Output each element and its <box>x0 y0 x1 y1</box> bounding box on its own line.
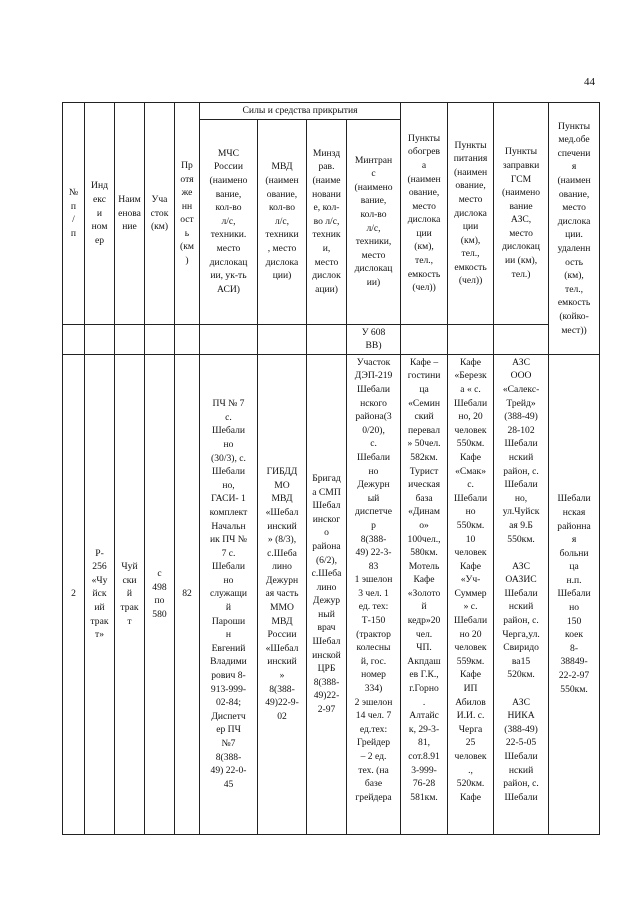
row-section: с 498 по 580 <box>145 354 175 834</box>
row-minzdrav: Бригад а СМП Шебал инског о района (6/2), с.Шеба лино Дежур ный врач Шебал инской ЦРБ 8(388- 49)22- 2-97 <box>307 354 347 834</box>
row-mchs: ПЧ № 7 с. Шебали но (30/3), с. Шебали но, ГАСИ- 1 комплект Начальн ик ПЧ № 7 с. Шебали но служащи й Пароши н Евгений Владими рович 8- 913-999- 02-84; Диспетч ер ПЧ №7 8(388- 49) 22-0- 45 <box>200 354 258 834</box>
header-section: Уча сток (км) <box>145 103 175 325</box>
header-fuel: Пункты заправки ГСМ (наимено вание АЗС, место дислокац ии (км), тел.) <box>494 103 549 325</box>
row-mvd: ГИБДД МО МВД «Шебал инский » (8/3), с.Шеба лино Дежурн ая часть ММО МВД России «Шебал инский » 8(388- 49)22-9- 02 <box>258 354 307 834</box>
header-group-row <box>63 103 640 120</box>
row-name: Чуй ски й трак т <box>115 354 145 834</box>
page-number: 44 <box>584 76 595 88</box>
cover-forces-table <box>62 102 640 835</box>
row-index: Р- 256 «Чу йск ий трак т» <box>85 354 115 834</box>
header-length: Пр отя же нн ост ь (км ) <box>175 103 200 325</box>
header-food: Пункты питания (наимен ование, место дислока ции (км), тел., емкость (чел)) <box>448 103 494 325</box>
header-minzdrav: Минзд рав. (наиме новани е, кол- во л/с, техник и, место дислок ации) <box>307 119 347 324</box>
header-mchs: МЧС России (наимено вание, кол-во л/с, техники. место дислокац ии, ук-ть АСИ) <box>200 119 258 324</box>
header-medical: Пункты мед.обе спечени я (наимен ование, место дислока ции. удаленн ость (км), тел., емкость (койко- мест)) <box>549 103 600 355</box>
row-length: 82 <box>175 354 200 834</box>
table-row <box>63 354 640 834</box>
row-food: Кафе «Березк а « с. Шебали но, 20 человек 550км. Кафе «Смак» с. Шебали но 550км. 10 человек Кафе «Уч- Суммер » с. Шебали но 20 человек 559км. Кафе ИП Абилов И.И. с. Черга 25 человек ., 520км. Кафе <box>448 354 494 834</box>
header-index: Инд екс и ном ер <box>85 103 115 325</box>
header-heating: Пункты обогрев а (наимен ование, место дислока ции (км), тел., емкость (чел)) <box>401 103 448 325</box>
header-forces-group: Силы и средства прикрытия <box>200 103 401 120</box>
row-fuel: АЗС ООО «Салекс- Трейд» (388-49) 28-102 Шебали нский район, с. Шебали но, ул.Чуйск ая 9.Б 550км. АЗС ОАЗИС Шебали нский район, с. Черга,ул. Свиридо ва15 520км. АЗС НИКА (388-49) 22-5-05 Шебали нский район, с. Шебали <box>494 354 549 834</box>
header-mvd: МВД (наимен ование, кол-во л/с, техники , место дислока ции) <box>258 119 307 324</box>
row-num: 2 <box>63 354 85 834</box>
header-name: Наим енова ние <box>115 103 145 325</box>
header-mintrans: Минтран с (наимено вание, кол-во л/с, техники, место дислокац ии) <box>347 119 401 324</box>
subnote-cell: У 608 ВВ) <box>347 324 401 354</box>
row-mintrans: Участок ДЭП-219 Шебали нского района(3 0/20), с. Шебали но Дежурн ый диспетче р 8(388- 49) 22-3- 83 1 эшелон 3 чел. 1 ед. тех: Т-150 (трактор колесны й, гос. номер 334) 2 эшелон 14 чел. 7 ед.тех: Грейдер – 2 ед. тех. (на базе грейдера <box>347 354 401 834</box>
row-medical: Шебали нская районна я больни ца н.п. Шебали но 150 коек 8- 38849- 22-2-97 550км. <box>549 354 600 834</box>
row-heating: Кафе – гостини ца «Семин ский перевал » 50чел. 582км. Турист ическая база «Динам о» 100чел., 580км. Мотель Кафе «Золото й кедр»20 чел. ЧП. Акпдаш ев Г.К., г.Горно . Алтайс к, 29-3- 81, сот.8.91 3-999- 76-28 581км. <box>401 354 448 834</box>
header-num: № п / п <box>63 103 85 325</box>
